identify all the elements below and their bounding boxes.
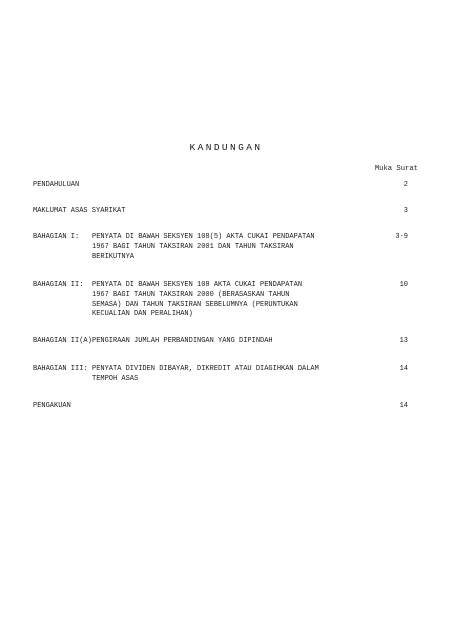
toc-entry-label: PENGAKUAN (33, 402, 71, 410)
toc-entry-page: 14 (399, 402, 408, 410)
page-column-header: Muka Surat (374, 165, 418, 173)
toc-description-line: SEMASA) DAN TAHUN TAKSIRAN SEBELUMNYA (PERUNTUKAN (92, 300, 298, 309)
toc-entry-description (92, 281, 374, 320)
toc-entry-description (92, 365, 374, 385)
toc-entry-label: BAHAGIAN II: (33, 281, 84, 289)
toc-description-line: KECUALIAN DAN PERALIHAN) (92, 310, 193, 319)
toc-description-line: PENYATA DI BAWAH SEKSYEN 108 AKTA CUKAI PENDAPATAN (92, 281, 303, 289)
toc-description-line: PENYATA DIVIDEN DIBAYAR, DIKREDIT ATAU DIAGIHKAN DALAM (92, 365, 319, 373)
toc-description-line: PENYATA DI BAWAH SEKSYEN 108(5) AKTA CUKAI PENDAPATAN (92, 233, 315, 241)
document-title: KANDUNGAN (189, 142, 263, 153)
toc-entry-page: 14 (399, 365, 408, 373)
toc-description-line: TEMPOH ASAS (92, 374, 139, 383)
toc-entry-description (92, 337, 374, 347)
toc-entry-label: PENDAHULUAN (33, 181, 80, 189)
toc-entry-label: BAHAGIAN I: (33, 233, 80, 241)
toc-description-line: BERIKUTNYA (92, 252, 135, 261)
toc-entry-page: 13 (399, 337, 408, 345)
toc-entry-page: 10 (399, 281, 408, 289)
toc-entry-page: 3-9 (395, 233, 408, 241)
toc-description-line: PENGIRAAN JUMLAH PERBANDINGAN YANG DIPINDAH (92, 337, 273, 345)
toc-description-line: 1967 BAGI TAHUN TAKSIRAN 2001 DAN TAHUN TAKSIRAN (92, 242, 294, 251)
toc-entry-label: BAHAGIAN III: (33, 365, 88, 373)
toc-entry-page: 2 (403, 181, 408, 189)
toc-entry-label: MAKLUMAT ASAS SYARIKAT (33, 207, 126, 215)
toc-entry-description (92, 233, 374, 262)
toc-entry-label: BAHAGIAN II(A) (33, 337, 92, 345)
toc-description-line: 1967 BAGI TAHUN TAKSIRAN 2000 (BERASASKAN TAHUN (92, 290, 290, 299)
toc-entry-page: 3 (403, 207, 408, 215)
